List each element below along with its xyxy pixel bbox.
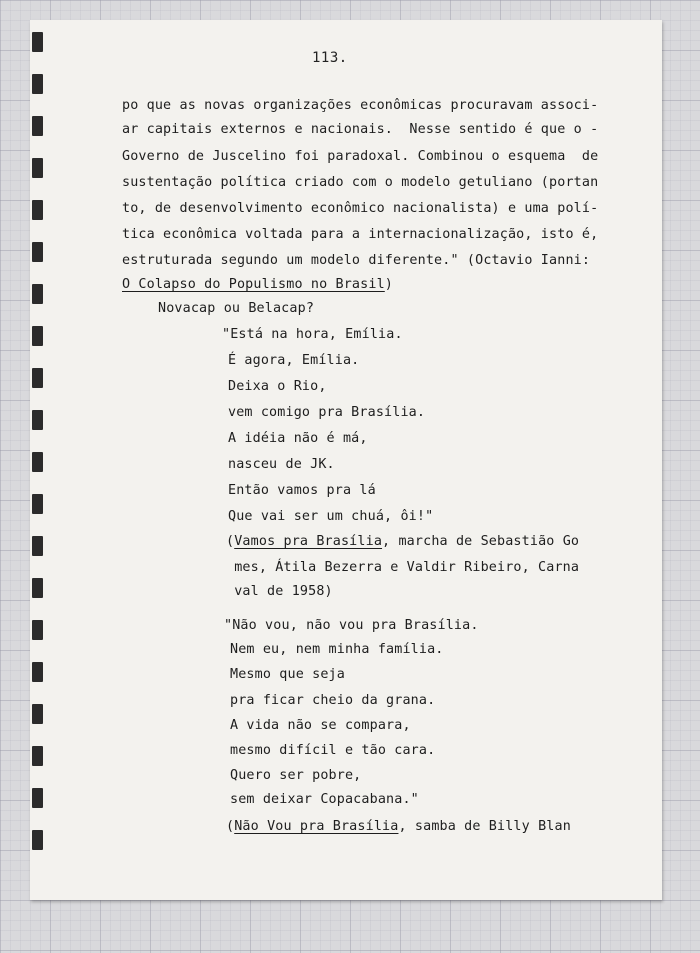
song2-lyric: pra ficar cheio da grana. bbox=[230, 693, 436, 708]
song1-citation: mes, Átila Bezerra e Valdir Ribeiro, Carna bbox=[226, 560, 580, 575]
paragraph-line: po que as novas organizações econômicas procuravam associ- bbox=[122, 98, 599, 113]
song2-citation: (Não Vou pra Brasília, samba de Billy Blan bbox=[226, 819, 571, 834]
song1-lyric: A idéia não é má, bbox=[228, 431, 368, 446]
song2-lyric: mesmo difícil e tão cara. bbox=[230, 743, 436, 758]
song2-lyric: Mesmo que seja bbox=[230, 667, 345, 682]
song1-lyric: "Está na hora, Emília. bbox=[222, 327, 403, 342]
paragraph-line: ar capitais externos e nacionais. Nesse sentido é que o - bbox=[122, 122, 599, 137]
paragraph-line: sustentação política criado com o modelo getuliano (portan bbox=[122, 175, 599, 190]
paragraph-line: tica econômica voltada para a internacionalização, isto é, bbox=[122, 227, 599, 242]
paragraph-line: to, de desenvolvimento econômico nacionalista) e uma polí- bbox=[122, 201, 599, 216]
song1-title: Vamos pra Brasília bbox=[234, 534, 383, 549]
page-number: 113. bbox=[312, 50, 348, 66]
song1-lyric: É agora, Emília. bbox=[228, 353, 360, 368]
song2-lyric: Quero ser pobre, bbox=[230, 768, 362, 783]
song2-lyric: sem deixar Copacabana." bbox=[230, 792, 419, 807]
song2-lyric: Nem eu, nem minha família. bbox=[230, 642, 444, 657]
song1-citation: val de 1958) bbox=[226, 584, 333, 599]
song2-lyric: "Não vou, não vou pra Brasília. bbox=[224, 618, 479, 633]
song1-lyric: Que vai ser um chuá, ôi!" bbox=[228, 509, 434, 524]
song2-lyric: A vida não se compara, bbox=[230, 718, 411, 733]
paragraph-line: estruturada segundo um modelo diferente." (Octavio Ianni: bbox=[122, 253, 591, 268]
typewritten-page bbox=[30, 20, 662, 900]
song1-lyric: Deixa o Rio, bbox=[228, 379, 327, 394]
song1-lyric: nasceu de JK. bbox=[228, 457, 335, 472]
paragraph-line: Governo de Juscelino foi paradoxal. Combinou o esquema de bbox=[122, 149, 599, 164]
book-title: O Colapso do Populismo no Brasil bbox=[122, 277, 385, 292]
section-heading: Novacap ou Belacap? bbox=[158, 301, 315, 316]
book-reference bbox=[122, 277, 393, 293]
song1-citation: (Vamos pra Brasília, marcha de Sebastião Go bbox=[226, 534, 580, 549]
book-title-close: ) bbox=[384, 277, 393, 292]
song2-title: Não Vou pra Brasília bbox=[234, 819, 399, 834]
song1-lyric: Então vamos pra lá bbox=[228, 483, 376, 498]
song1-lyric: vem comigo pra Brasília. bbox=[228, 405, 426, 420]
page-body bbox=[30, 20, 662, 900]
